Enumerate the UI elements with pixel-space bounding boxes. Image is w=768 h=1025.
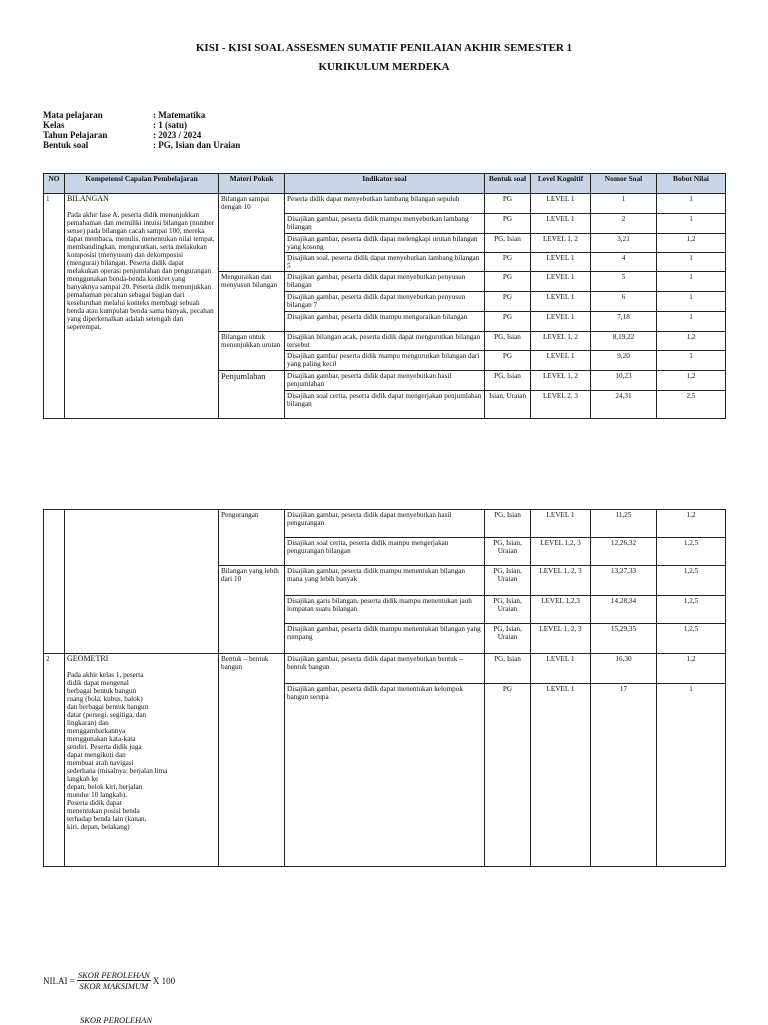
bobot-cell: 1,2,5 <box>657 596 726 624</box>
header-level: Level Kognitif <box>531 174 591 194</box>
level-cell: LEVEL 1 <box>531 312 591 332</box>
bentuk-cell: PG, Isian, Uraian <box>485 624 531 654</box>
nomor-cell: 1 <box>591 194 657 214</box>
level-cell: LEVEL 1, 2 <box>531 332 591 351</box>
level-cell: LEVEL 1 <box>531 194 591 214</box>
level-cell: LEVEL 1,2,3 <box>531 596 591 624</box>
cp-title: BILANGAN <box>67 194 109 203</box>
bentuk-cell: PG, Isian, Uraian <box>485 538 531 566</box>
cp-cell <box>65 194 219 419</box>
kisi-table-page2 <box>43 509 726 867</box>
indikator-cell: Disajikan gambar, peserta didik dapat menyebutkan hasil pengurangan <box>285 510 485 538</box>
bentuk-cell: PG <box>485 253 531 272</box>
nomor-cell: 11,25 <box>591 510 657 538</box>
level-cell: LEVEL 1 <box>531 292 591 312</box>
level-cell: LEVEL 1,2, 3 <box>531 538 591 566</box>
header-kompetensi: Kompetensi Capaian Pembelajaran <box>65 174 219 194</box>
bobot-cell: 1,2 <box>657 510 726 538</box>
meta-row <box>43 110 240 120</box>
table-row <box>44 510 726 538</box>
bobot-cell: 1 <box>657 272 726 292</box>
meta-value: : PG, Isian dan Uraian <box>153 140 241 150</box>
header-bobot: Bobot Nilai <box>657 174 726 194</box>
bobot-cell: 1,2,5 <box>657 566 726 596</box>
header-indikator: Indikator soal <box>285 174 485 194</box>
level-cell: LEVEL 1 <box>531 253 591 272</box>
document-subtitle: KURIKULUM MERDEKA <box>318 61 450 73</box>
table-row <box>44 194 726 214</box>
meta-label: Tahun Pelajaran <box>43 130 108 140</box>
cp-text: Pada akhir fase A, peserta didik menunjukkan pemahaman dan memiliki intuisi bilangan (number sense) pada bilangan cacah sampai 100, mereka dapat membaca, menulis, menentukan nilai tempat, membandingkan, mengurutkan, serta melakukan komposisi (menyusun) dan dekomposisi (mengurai) bilangan. Peserta didik dapat melakukan operasi penjumlahan dan pengurangan menggunakan benda-benda konkret yang banyaknya sampai 20. Peserta didik menunjukkan pemahaman pecahan sebagai bagian dari keseluruhan melalui konteks membagi sebuah benda atau kumpulan benda sama banyak, pecahan yang diperkenalkan adalah setengah dan seperempat. <box>67 211 215 331</box>
nomor-cell: 16,30 <box>591 654 657 684</box>
bentuk-cell: PG, Isian, Uraian <box>485 596 531 624</box>
level-cell: LEVEL 1, 2 <box>531 234 591 253</box>
bentuk-cell: PG <box>485 272 531 292</box>
bentuk-cell: PG, Isian <box>485 332 531 351</box>
row-number <box>44 510 65 654</box>
materi-cell: Bilangan sampai dengan 10 <box>219 194 285 272</box>
meta-row <box>43 120 240 130</box>
formula-fraction <box>77 970 151 991</box>
score-formula <box>43 970 175 991</box>
indikator-cell: Disajikan gambar, peserta didik dapat menyebutkan bentuk – bentuk bangun <box>285 654 485 684</box>
level-cell: LEVEL 1 <box>531 684 591 867</box>
indikator-cell: Disajikan soal cerita, peserta didik dapat mengerjakan penjumlahan bilangan <box>285 391 485 419</box>
header-no: NO <box>44 174 65 194</box>
formula-numerator: SKOR PEROLEHAN <box>77 970 150 980</box>
bobot-cell: 1,2 <box>657 654 726 684</box>
bobot-cell: 1,2,5 <box>657 538 726 566</box>
indikator-cell: Disajikan gambar, peserta didik dapat menentukan kelompok bangun serupa <box>285 684 485 867</box>
materi-cell: Bilangan yang lebih dari 10 <box>219 566 285 654</box>
meta-row <box>43 130 240 140</box>
level-cell: LEVEL 1, 2, 3 <box>531 624 591 654</box>
materi-cell: Pengurangan <box>219 510 285 566</box>
indikator-cell: Disajikan soal, peserta didik dapat menyebutkan lambang bilangan 5 <box>285 253 485 272</box>
nomor-cell: 14,28,34 <box>591 596 657 624</box>
indikator-cell: Disajikan gambar, peserta didik mampu menentukan bilangan yang rumpang <box>285 624 485 654</box>
level-cell: LEVEL 1, 2 <box>531 371 591 391</box>
bentuk-cell: PG, Isian, Uraian <box>485 566 531 596</box>
bobot-cell: 1 <box>657 312 726 332</box>
meta-value: : Matematika <box>153 110 206 120</box>
materi-cell: Menguraikan dan menyusun bilangan <box>219 272 285 332</box>
indikator-cell: Peserta didik dapat menyebutkan lambang bilangan sepuluh <box>285 194 485 214</box>
bentuk-cell: PG, Isian <box>485 371 531 391</box>
nomor-cell: 2 <box>591 214 657 234</box>
nomor-cell: 17 <box>591 684 657 867</box>
bobot-cell: 1 <box>657 253 726 272</box>
meta-block <box>43 110 240 150</box>
nomor-cell: 4 <box>591 253 657 272</box>
indikator-cell: Disajikan soal cerita, peserta didik mampu mengerjakan pengurangan bilangan <box>285 538 485 566</box>
nomor-cell: 24,31 <box>591 391 657 419</box>
bobot-cell: 1 <box>657 194 726 214</box>
table-row <box>44 654 726 684</box>
bobot-cell: 2,5 <box>657 391 726 419</box>
nomor-cell: 3,21 <box>591 234 657 253</box>
indikator-cell: Disajikan garis bilangan, peserta didik mampu menentukan jauh lompatan suatu bilangan <box>285 596 485 624</box>
formula-suffix: X 100 <box>152 975 176 986</box>
level-cell: LEVEL 1, 2, 3 <box>531 566 591 596</box>
level-cell: LEVEL 1 <box>531 654 591 684</box>
meta-value: : 1 (satu) <box>153 120 187 130</box>
bobot-cell: 1 <box>657 292 726 312</box>
materi-cell: Penjumlahan <box>219 371 285 419</box>
nomor-cell: 9,20 <box>591 351 657 371</box>
bentuk-cell: PG <box>485 312 531 332</box>
level-cell: LEVEL 1 <box>531 510 591 538</box>
indikator-cell: Disajikan gambar, peserta didik mampu menyebutkan lambang bilangan <box>285 214 485 234</box>
materi-cell: Bentuk – bentuk bangun <box>219 654 285 867</box>
level-cell: LEVEL 2, 3 <box>531 391 591 419</box>
cp-title: GEOMETRI <box>67 654 109 663</box>
bentuk-cell: PG <box>485 684 531 867</box>
bobot-cell: 1,2,5 <box>657 624 726 654</box>
meta-label: Bentuk soal <box>43 140 89 150</box>
row-number: 1 <box>44 194 65 419</box>
meta-label: Mata pelajaran <box>43 110 103 120</box>
nomor-cell: 10,23 <box>591 371 657 391</box>
indikator-cell: Disajikan bilangan acak, peserta didik dapat mengurutkan bilangan tersebut <box>285 332 485 351</box>
header-bentuk: Bentuk soal <box>485 174 531 194</box>
meta-row <box>43 140 240 150</box>
indikator-cell: Disajikan gambar, peserta didik dapat menyebutkan penyusun bilangan <box>285 272 485 292</box>
level-cell: LEVEL 1 <box>531 351 591 371</box>
indikator-cell: Disajikan gambar, peserta didik dapat menyebutkan hasil penjumlahan <box>285 371 485 391</box>
bobot-cell: 1,2 <box>657 371 726 391</box>
bentuk-cell: PG, Isian <box>485 234 531 253</box>
bobot-cell: 1,2 <box>657 234 726 253</box>
cp-cell <box>65 654 219 867</box>
header-materi: Materi Pokok <box>219 174 285 194</box>
formula-prefix: NILAI = <box>43 975 75 986</box>
kisi-table-page1 <box>43 173 726 419</box>
indikator-cell: Disajikan gambar peserta didik mampu mengurutkan bilangan dari yang paling kecil <box>285 351 485 371</box>
bentuk-cell: PG <box>485 214 531 234</box>
bentuk-cell: PG, Isian <box>485 654 531 684</box>
nomor-cell: 15,29,35 <box>591 624 657 654</box>
nomor-cell: 8,19,22 <box>591 332 657 351</box>
indikator-cell: Disajikan gambar, peserta didik dapat melengkapi urutan bilangan yang kosong <box>285 234 485 253</box>
bobot-cell: 1 <box>657 214 726 234</box>
bentuk-cell: PG <box>485 292 531 312</box>
level-cell: LEVEL 1 <box>531 214 591 234</box>
cp-text: Pada akhir kelas 1, peserta didik dapat mengenal berbagai bentuk bangun ruang (bola, kubus, balok) dan berbagai bentuk bangun datar (persegi, segitiga, dan lingkaran) dan menggambarkannya menggunakan kata-kata sendiri. Peserta didik juga dapat mengikuti dan membuat arah navigasi sederhana (misalnya: berjalan lima langkah ke depan, belok kiri, berjalan mundur 10 langkah). Peserta didik dapat menentukan posisi benda terhadap benda lain (kanan, kiri, depan, belakang) <box>67 671 168 831</box>
indikator-cell: Disajikan gambar, peserta didik mampu menguraikan bilangan <box>285 312 485 332</box>
level-cell: LEVEL 1 <box>531 272 591 292</box>
formula-denominator: SKOR MAKSIMUM <box>79 981 149 991</box>
materi-cell: Bilangan untuk menunjukkan urutan <box>219 332 285 371</box>
formula-bottom-text: SKOR PEROLEHAN <box>80 1015 153 1025</box>
nomor-cell: 7,18 <box>591 312 657 332</box>
indikator-cell: Disajikan gambar, peserta didik mampu menentukan bilangan mana yang lebih banyak <box>285 566 485 596</box>
bentuk-cell: PG <box>485 351 531 371</box>
document-title: KISI - KISI SOAL ASSESMEN SUMATIF PENILAIAN AKHIR SEMESTER 1 <box>195 42 573 54</box>
nomor-cell: 5 <box>591 272 657 292</box>
bobot-cell: 1 <box>657 351 726 371</box>
bentuk-cell: PG <box>485 194 531 214</box>
nomor-cell: 6 <box>591 292 657 312</box>
bentuk-cell: PG, Isian <box>485 510 531 538</box>
meta-label: Kelas <box>43 120 65 130</box>
bobot-cell: 1 <box>657 684 726 867</box>
nomor-cell: 12,26,32 <box>591 538 657 566</box>
cp-cell <box>65 510 219 654</box>
row-number: 2 <box>44 654 65 867</box>
header-nomor: Nomor Soal <box>591 174 657 194</box>
bobot-cell: 1,2 <box>657 332 726 351</box>
nomor-cell: 13,27,33 <box>591 566 657 596</box>
bentuk-cell: Isian, Uraian <box>485 391 531 419</box>
meta-value: : 2023 / 2024 <box>153 130 202 140</box>
indikator-cell: Disajikan gambar, peserta didik dapat menyebutkan penyusun bilangan 7 <box>285 292 485 312</box>
header-row <box>44 174 726 194</box>
